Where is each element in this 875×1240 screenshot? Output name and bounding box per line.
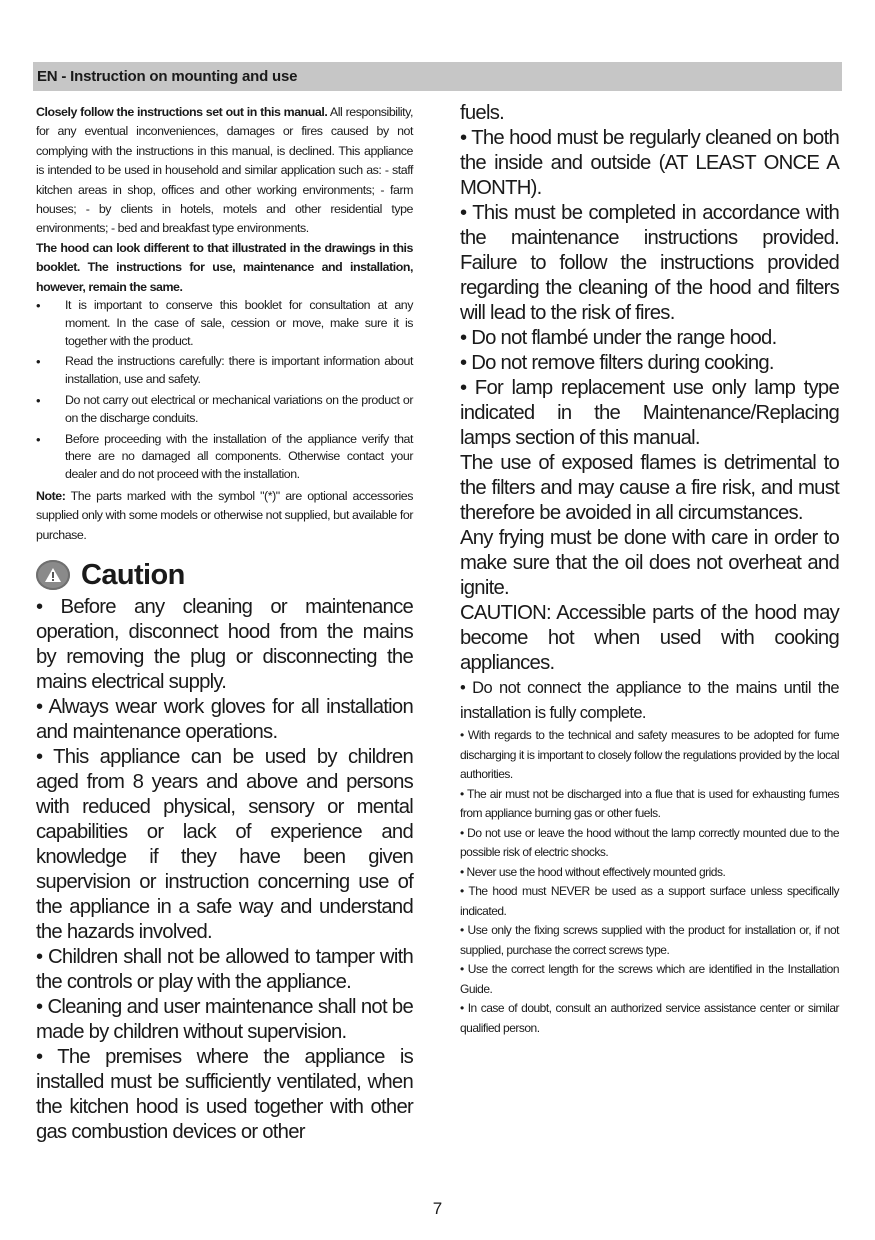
caution-item: • This appliance can be used by children aged from 8 years and above and persons with reduced physical, sensory or mental capabilities or lack of experience and knowledge if they have been given supervision or instruction concerning use of the appliance in a safe way and understand the hazards involved. xyxy=(36,746,413,944)
regulation-item: • Use the correct length for the screws which are identified in the Installation Guide. xyxy=(460,962,839,996)
safety-item: • The hood must be regularly cleaned on both the inside and outside (AT LEAST ONCE A MONTH). xyxy=(460,127,839,199)
safety-item: The use of exposed flames is detrimental to the filters and may cause a fire risk, and must therefore be avoided in all circumstances. xyxy=(460,452,839,524)
list-item: • Before proceeding with the installation of the appliance verify that there are no damaged all components. Otherwise contact your dealer and do not proceed with the installation. xyxy=(36,431,413,482)
caution-item: • The premises where the appliance is installed must be sufficiently ventilated, when the kitchen hood is used together with other gas combustion devices or other xyxy=(36,1046,413,1144)
regulation-item: • The hood must NEVER be used as a support surface unless specifically indicated. xyxy=(460,884,839,918)
safety-item: Any frying must be done with care in order to make sure that the oil does not overheat and ignite. xyxy=(460,527,839,599)
regulation-item: • With regards to the technical and safety measures to be adopted for fume discharging it is important to closely follow the regulations provided by the local authorities. xyxy=(460,728,839,781)
regulation-item: • Never use the hood without effectively mounted grids. xyxy=(460,864,726,879)
intro-bold: Closely follow the instructions set out in this manual. xyxy=(36,105,328,119)
intro-rest: All responsibility, for any eventual inconveniences, damages or fires caused by not complying with the instructions in this manual, is declined. This appliance is intended to be used in household and similar application such as: - staff kitchen areas in shop, offices and other working environments; - farm houses; - by clients in hotels, motels and other residential type environments; - bed and breakfast type environments. xyxy=(36,105,413,236)
caution-item: • Always wear work gloves for all installation and maintenance operations. xyxy=(36,696,413,744)
safety-item: CAUTION: Accessible parts of the hood may become hot when used with cooking appliances. xyxy=(460,602,839,674)
left-column xyxy=(36,103,413,1145)
caution-item: • Before any cleaning or maintenance operation, disconnect hood from the mains by removing the plug or disconnecting the mains electrical supply. xyxy=(36,596,413,694)
intro-paragraph xyxy=(36,103,413,239)
section-header-title: EN - Instruction on mounting and use xyxy=(37,68,298,85)
regulation-item: • Do not use or leave the hood without the lamp correctly mounted due to the possible risk of electric shocks. xyxy=(460,825,839,859)
regulation-item: • Use only the fixing screws supplied with the product for installation or, if not supplied, purchase the correct screws type. xyxy=(460,923,839,957)
note-label: Note: xyxy=(36,489,66,504)
note-paragraph xyxy=(36,487,413,545)
safety-item: • For lamp replacement use only lamp type indicated in the Maintenance/Replacing lamps section of this manual. xyxy=(460,377,839,449)
regulation-item: • In case of doubt, consult an authorized service assistance center or similar qualified person. xyxy=(460,1001,839,1035)
caution-heading xyxy=(36,555,413,595)
caution-item: • Cleaning and user maintenance shall not be made by children without supervision. xyxy=(36,996,413,1044)
list-item: • It is important to conserve this booklet for consultation at any moment. In the case of sale, cession or move, make sure it is together with the product. xyxy=(36,298,413,348)
list-item: • Read the instructions carefully: there is important information about installation, use and safety. xyxy=(36,354,413,387)
note-text: The parts marked with the symbol "(*)" are optional accessories supplied only with some models or otherwise not supplied, but available for purchase. xyxy=(36,489,413,542)
hood-note: The hood can look different to that illustrated in the drawings in this booklet. The instructions for use, maintenance and installation, however, remain the same. xyxy=(36,240,413,294)
bullet-icon: • xyxy=(36,393,41,409)
bullet-icon: • xyxy=(36,354,41,370)
regulation-item: • The air must not be discharged into a flue that is used for exhausting fumes from appliance burning gas or other fuels. xyxy=(460,786,839,820)
info-bullet-list xyxy=(36,297,413,484)
bullet-icon: • xyxy=(36,431,41,447)
safety-item: • Do not flambé under the range hood. xyxy=(460,327,777,349)
caution-title: Caution xyxy=(81,558,185,591)
list-item: • Do not carry out electrical or mechanical variations on the product or on the discharge conduits. xyxy=(36,393,413,425)
connect-warning: • Do not connect the appliance to the mains until the installation is fully complete. xyxy=(460,679,839,722)
bullet-icon: • xyxy=(36,298,41,314)
safety-item: fuels. xyxy=(460,102,504,124)
section-header xyxy=(33,62,842,91)
safety-item: • Do not remove filters during cooking. xyxy=(460,352,774,374)
safety-item: • This must be completed in accordance with the maintenance instructions provided. Failure to follow the instructions provided regarding the cleaning of the hood and filters will lead to the risk of fires. xyxy=(460,202,839,324)
right-column xyxy=(460,101,839,1038)
page-number: 7 xyxy=(432,1199,443,1218)
caution-item: • Children shall not be allowed to tamper with the controls or play with the appliance. xyxy=(36,946,413,994)
warning-icon xyxy=(36,560,70,590)
